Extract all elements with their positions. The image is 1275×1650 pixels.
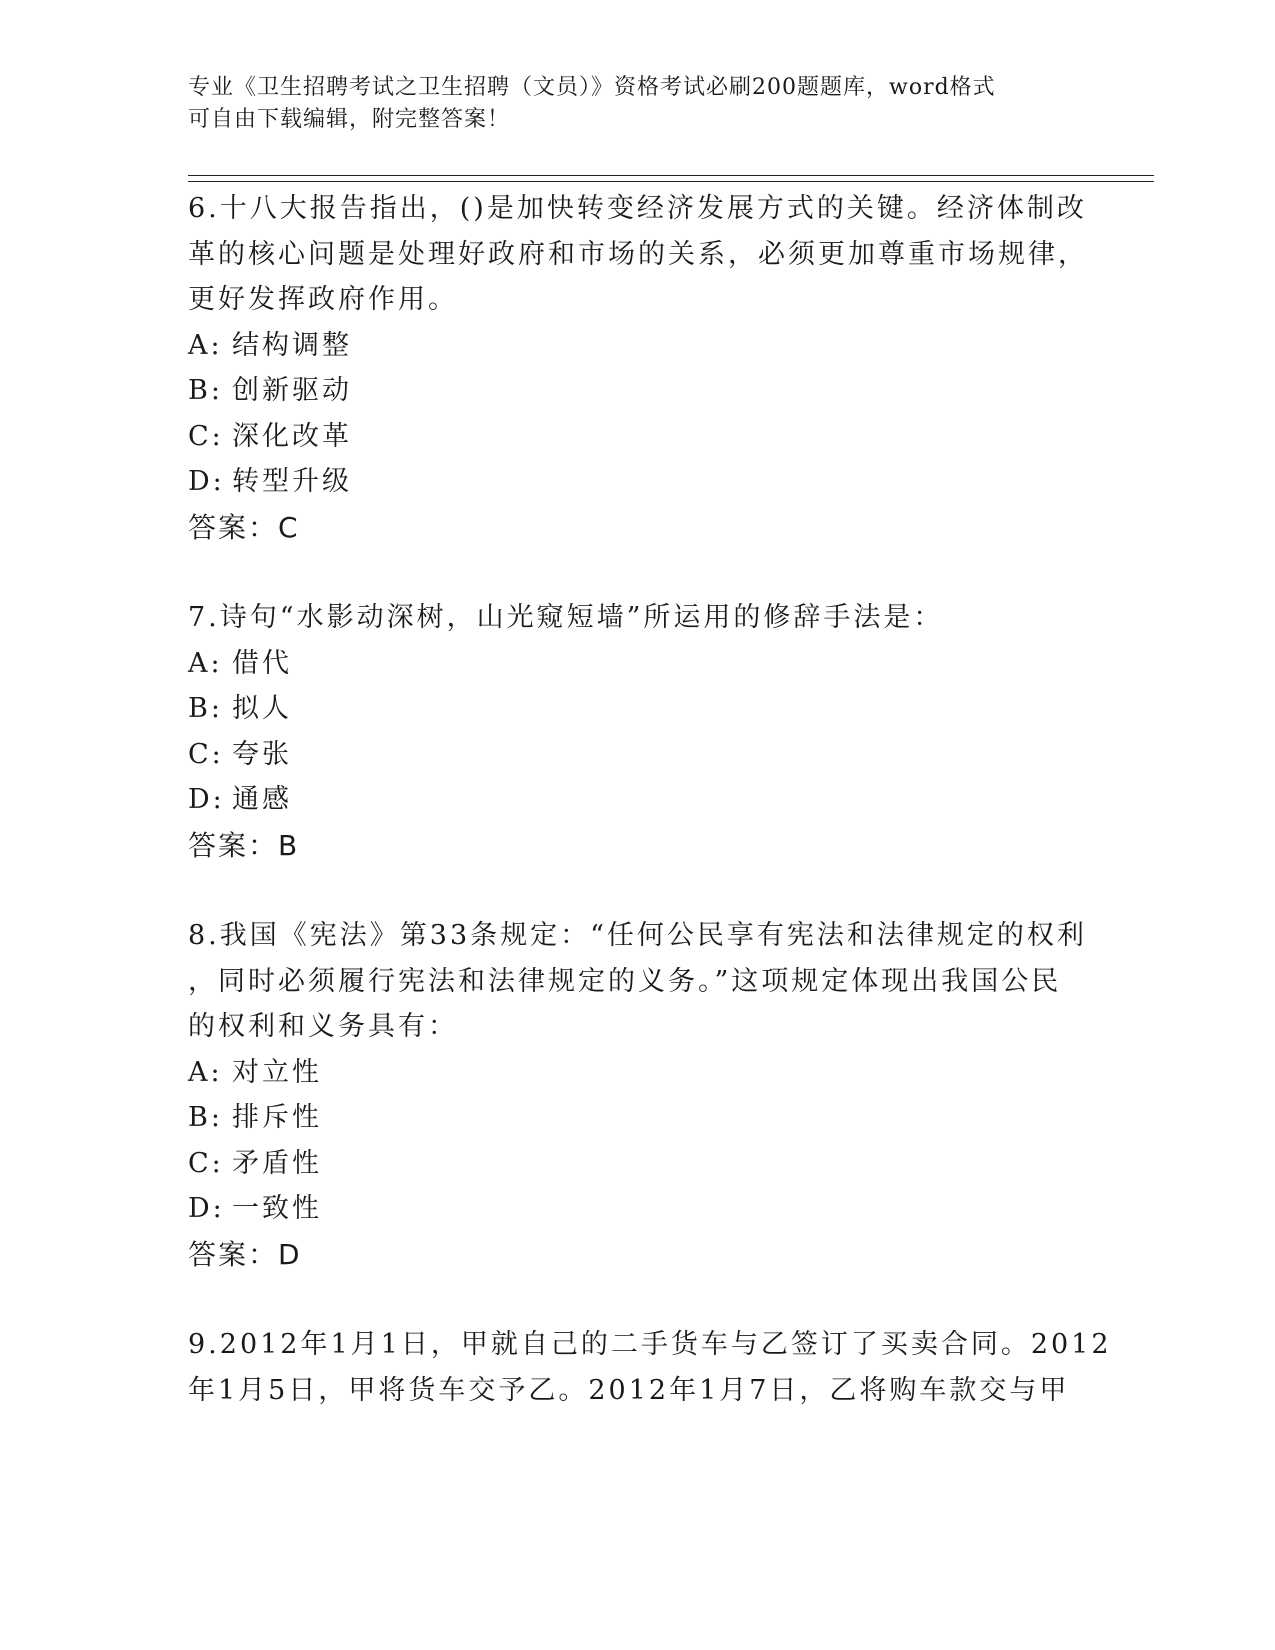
option-key: C:: [188, 738, 224, 770]
option-b: [188, 1095, 1088, 1141]
header-divider-top: [188, 175, 1154, 176]
option-text: 夸张: [232, 738, 292, 770]
option-key: B:: [188, 693, 223, 724]
option-b: [188, 686, 1088, 732]
option-key: D:: [188, 784, 225, 815]
question-text-line: 6.十八大报告指出，()是加快转变经济发展方式的关键。经济体制改: [188, 193, 1087, 224]
option-a: [188, 1050, 1088, 1096]
option-a: [188, 641, 1088, 687]
option-key: B:: [188, 1102, 223, 1133]
option-text: 拟人: [232, 693, 292, 724]
question-list: [188, 186, 1112, 1413]
option-key: B:: [188, 375, 223, 406]
option-key: A:: [188, 647, 223, 679]
option-b: [188, 368, 1088, 414]
option-d: [188, 1186, 1088, 1232]
question-text-line: ，同时必须履行宪法和法律规定的义务。”这项规定体现出我国公民: [188, 965, 1062, 997]
question-text-line: 9.2012年1月1日，甲就自己的二手货车与乙签订了买卖合同。2012: [188, 1329, 1112, 1360]
answer-label: 答案：: [188, 1237, 279, 1271]
question-text-line: 年1月5日，甲将货车交予乙。2012年1月7日，乙将购车款交与甲: [188, 1374, 1070, 1406]
spacer: [188, 868, 1088, 913]
answer-value: B: [278, 828, 300, 862]
option-key: A:: [188, 1056, 223, 1088]
option-a: [188, 323, 1088, 369]
question-text-line: 7.诗句“水影动深树，山光窥短墙”所运用的修辞手法是：: [188, 602, 944, 633]
option-key: C:: [188, 1147, 224, 1179]
option-key: D:: [188, 1193, 225, 1224]
option-c: [188, 1141, 1088, 1187]
question-text-line: 更好发挥政府作用。: [188, 284, 458, 315]
header-title-line-2: 可自由下载编辑，附完整答案！: [188, 107, 511, 132]
answer-value: C: [278, 510, 300, 544]
header-title-line-1: 专业《卫生招聘考试之卫生招聘（文员）》资格考试必刷200题题库，word格式: [188, 75, 996, 100]
option-d: [188, 459, 1088, 505]
option-text: 矛盾性: [232, 1147, 322, 1179]
option-c: [188, 732, 1088, 778]
question-text-line: 革的核心问题是处理好政府和市场的关系，必须更加尊重市场规律，: [188, 238, 1088, 270]
option-key: D:: [188, 466, 225, 497]
option-text: 一致性: [232, 1193, 322, 1224]
answer: [188, 1232, 1088, 1278]
spacer: [188, 550, 1088, 595]
option-text: 深化改革: [232, 420, 352, 452]
question-text-line: 8.我国《宪法》第33条规定：“任何公民享有宪法和法律规定的权利: [188, 920, 1087, 951]
answer: [188, 505, 1088, 551]
option-c: [188, 414, 1088, 460]
answer-value: D: [278, 1237, 302, 1271]
question-text-line: 的权利和义务具有：: [188, 1011, 458, 1042]
answer: [188, 823, 1088, 869]
header-divider-bottom: [188, 181, 1154, 182]
option-text: 借代: [232, 647, 292, 679]
question-6: [188, 186, 1088, 550]
document-header: [188, 72, 1068, 136]
spacer: [188, 1277, 1088, 1322]
option-text: 排斥性: [232, 1102, 322, 1133]
answer-label: 答案：: [188, 828, 279, 862]
option-text: 对立性: [232, 1056, 322, 1088]
option-text: 创新驱动: [232, 375, 352, 406]
answer-label: 答案：: [188, 510, 279, 544]
question-9: [188, 1322, 1112, 1413]
option-d: [188, 777, 1088, 823]
option-text: 结构调整: [232, 329, 352, 361]
option-key: C:: [188, 420, 224, 452]
option-text: 通感: [232, 784, 292, 815]
option-key: A:: [188, 329, 223, 361]
question-7: [188, 595, 1088, 868]
question-8: [188, 913, 1088, 1277]
option-text: 转型升级: [232, 466, 352, 497]
